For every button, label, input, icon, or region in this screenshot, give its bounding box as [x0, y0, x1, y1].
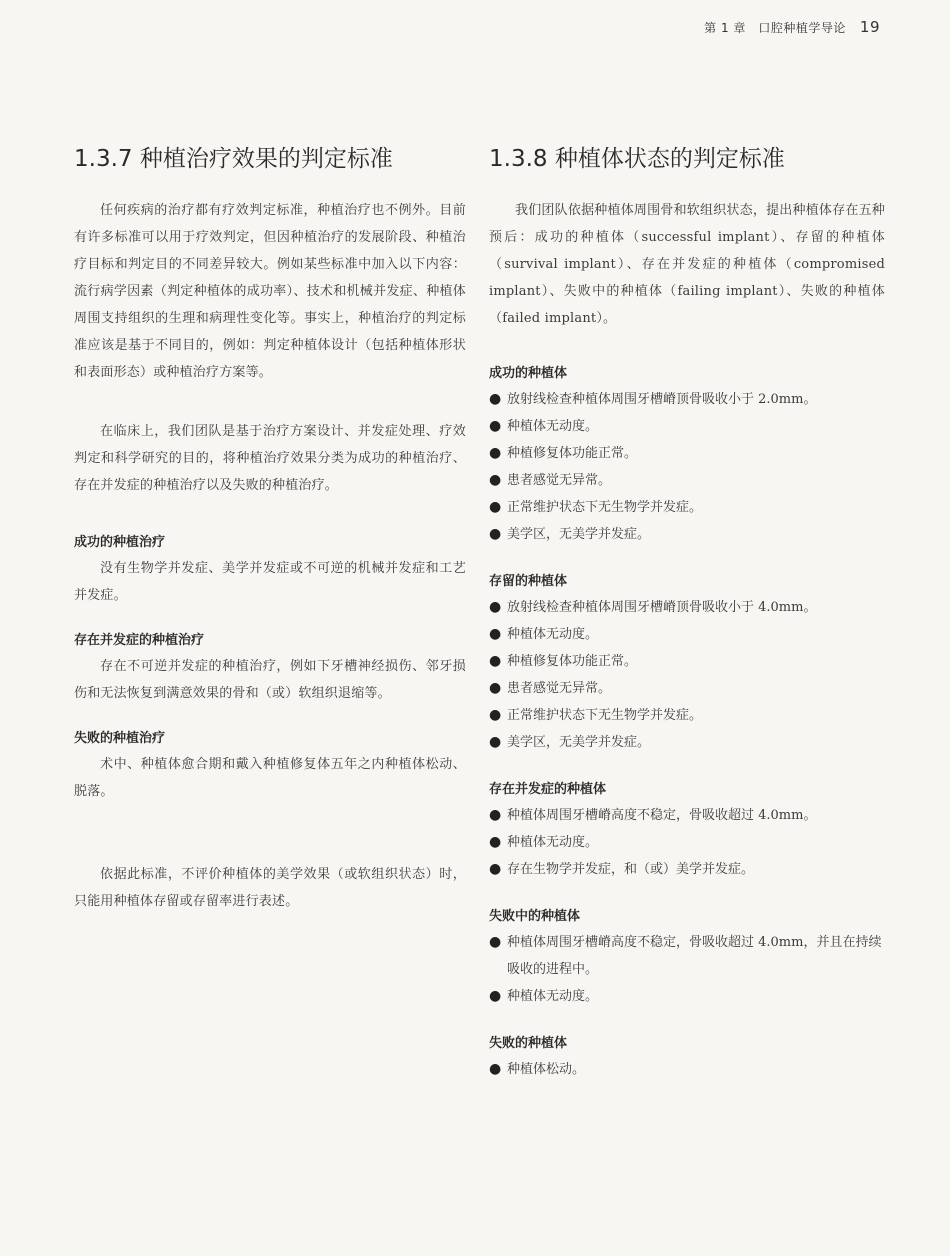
bullet-icon: ● — [489, 499, 502, 515]
bullet-icon: ● — [489, 418, 502, 434]
list-item — [489, 856, 885, 883]
chapter-title: 第 1 章 口腔种植学导论 — [704, 20, 846, 35]
list-item-text: 放射线检查种植体周围牙槽嵴顶骨吸收小于 2.0mm。 — [507, 392, 817, 407]
list-item — [489, 440, 885, 467]
bullet-icon: ● — [489, 526, 502, 542]
bullet-icon: ● — [489, 653, 502, 669]
list-item-text: 种植体周围牙槽嵴高度不稳定，骨吸收超过 4.0mm，并且在持续吸收的进程中。 — [507, 935, 882, 977]
section-title-1-3-7: 1.3.7 种植治疗效果的判定标准 — [74, 146, 393, 172]
list-item — [489, 594, 885, 621]
bullet-icon: ● — [489, 707, 502, 723]
bullet-list — [489, 386, 885, 548]
bullet-list — [489, 594, 885, 756]
list-item-text: 正常维护状态下无生物学并发症。 — [507, 708, 703, 723]
list-item-text: 存在生物学并发症，和（或）美学并发症。 — [507, 862, 755, 877]
paragraph: 没有生物学并发症、美学并发症或不可逆的机械并发症和工艺并发症。 — [74, 561, 466, 603]
implant-status-groups — [489, 332, 885, 1083]
list-item — [489, 621, 885, 648]
bullet-list — [489, 802, 885, 883]
list-item — [489, 729, 885, 756]
subheading: 存在并发症的种植治疗 — [74, 633, 205, 648]
bullet-list — [489, 929, 885, 1010]
bullet-icon: ● — [489, 934, 502, 950]
list-item-text: 正常维护状态下无生物学并发症。 — [507, 500, 703, 515]
paragraph: 我们团队依据种植体周围骨和软组织状态，提出种植体存在五种预后：成功的种植体（successful implant）、存留的种植体（survival implant）、存在并发症的种植体（compromised implant）、失败中的种植体（failing implant）、失败的种植体（failed implant）。 — [489, 203, 885, 326]
list-item — [489, 675, 885, 702]
bullet-icon: ● — [489, 861, 502, 877]
list-item-text: 美学区，无美学并发症。 — [507, 735, 651, 750]
list-item — [489, 983, 885, 1010]
bullet-icon: ● — [489, 599, 502, 615]
list-item-text: 患者感觉无异常。 — [507, 473, 612, 488]
subheading: 失败的种植体 — [489, 1036, 568, 1051]
list-item — [489, 1056, 885, 1083]
bullet-icon: ● — [489, 472, 502, 488]
subheading: 成功的种植体 — [489, 366, 568, 381]
list-item-text: 种植体松动。 — [507, 1062, 586, 1077]
bullet-icon: ● — [489, 445, 502, 461]
section-title-1-3-8: 1.3.8 种植体状态的判定标准 — [489, 146, 785, 172]
list-item-text: 种植体周围牙槽嵴高度不稳定，骨吸收超过 4.0mm。 — [507, 808, 817, 823]
left-column — [74, 140, 466, 915]
subheading: 存留的种植体 — [489, 574, 568, 589]
list-item-text: 患者感觉无异常。 — [507, 681, 612, 696]
subheading: 存在并发症的种植体 — [489, 782, 607, 797]
list-item-text: 种植体无动度。 — [507, 419, 599, 434]
bullet-icon: ● — [489, 626, 502, 642]
page-number: 19 — [859, 18, 880, 36]
list-item — [489, 829, 885, 856]
bullet-icon: ● — [489, 834, 502, 850]
list-item-text: 美学区，无美学并发症。 — [507, 527, 651, 542]
list-item — [489, 413, 885, 440]
paragraph: 术中、种植体愈合期和戴入种植修复体五年之内种植体松动、脱落。 — [74, 757, 466, 799]
bullet-icon: ● — [489, 734, 502, 750]
list-item — [489, 467, 885, 494]
paragraph: 任何疾病的治疗都有疗效判定标准，种植治疗也不例外。目前有许多标准可以用于疗效判定，但因种植治疗的发展阶段、种植治疗目标和判定目的不同差异较大。例如某些标准中加入以下内容：流行病学因素（判定种植体的成功率）、技术和机械并发症、种植体周围支持组织的生理和病理性变化等。事实上，种植治疗的判定标准应该是基于不同目的，例如：判定种植体设计（包括种植体形状和表面形态）或种植治疗方案等。 — [74, 203, 466, 380]
bullet-list — [489, 1056, 885, 1083]
bullet-icon: ● — [489, 807, 502, 823]
list-item — [489, 802, 885, 829]
list-item — [489, 386, 885, 413]
bullet-icon: ● — [489, 680, 502, 696]
list-item-text: 种植修复体功能正常。 — [507, 654, 638, 669]
running-head — [704, 18, 880, 36]
subheading: 失败中的种植体 — [489, 909, 581, 924]
list-item — [489, 929, 885, 983]
right-column — [489, 140, 885, 1083]
list-item-text: 种植修复体功能正常。 — [507, 446, 638, 461]
subheading: 成功的种植治疗 — [74, 535, 166, 550]
list-item-text: 种植体无动度。 — [507, 989, 599, 1004]
bullet-icon: ● — [489, 988, 502, 1004]
list-item — [489, 702, 885, 729]
list-item-text: 种植体无动度。 — [507, 835, 599, 850]
paragraph: 依据此标准，不评价种植体的美学效果（或软组织状态）时，只能用种植体存留或存留率进行表述。 — [74, 867, 466, 909]
bullet-icon: ● — [489, 1061, 502, 1077]
subheading: 失败的种植治疗 — [74, 731, 166, 746]
bullet-icon: ● — [489, 391, 502, 407]
list-item — [489, 494, 885, 521]
list-item — [489, 648, 885, 675]
list-item-text: 放射线检查种植体周围牙槽嵴顶骨吸收小于 4.0mm。 — [507, 600, 817, 615]
paragraph: 存在不可逆并发症的种植治疗，例如下牙槽神经损伤、邻牙损伤和无法恢复到满意效果的骨和（或）软组织退缩等。 — [74, 659, 466, 701]
paragraph: 在临床上，我们团队是基于治疗方案设计、并发症处理、疗效判定和科学研究的目的，将种植治疗效果分类为成功的种植治疗、存在并发症的种植治疗以及失败的种植治疗。 — [74, 424, 466, 493]
list-item-text: 种植体无动度。 — [507, 627, 599, 642]
list-item — [489, 521, 885, 548]
